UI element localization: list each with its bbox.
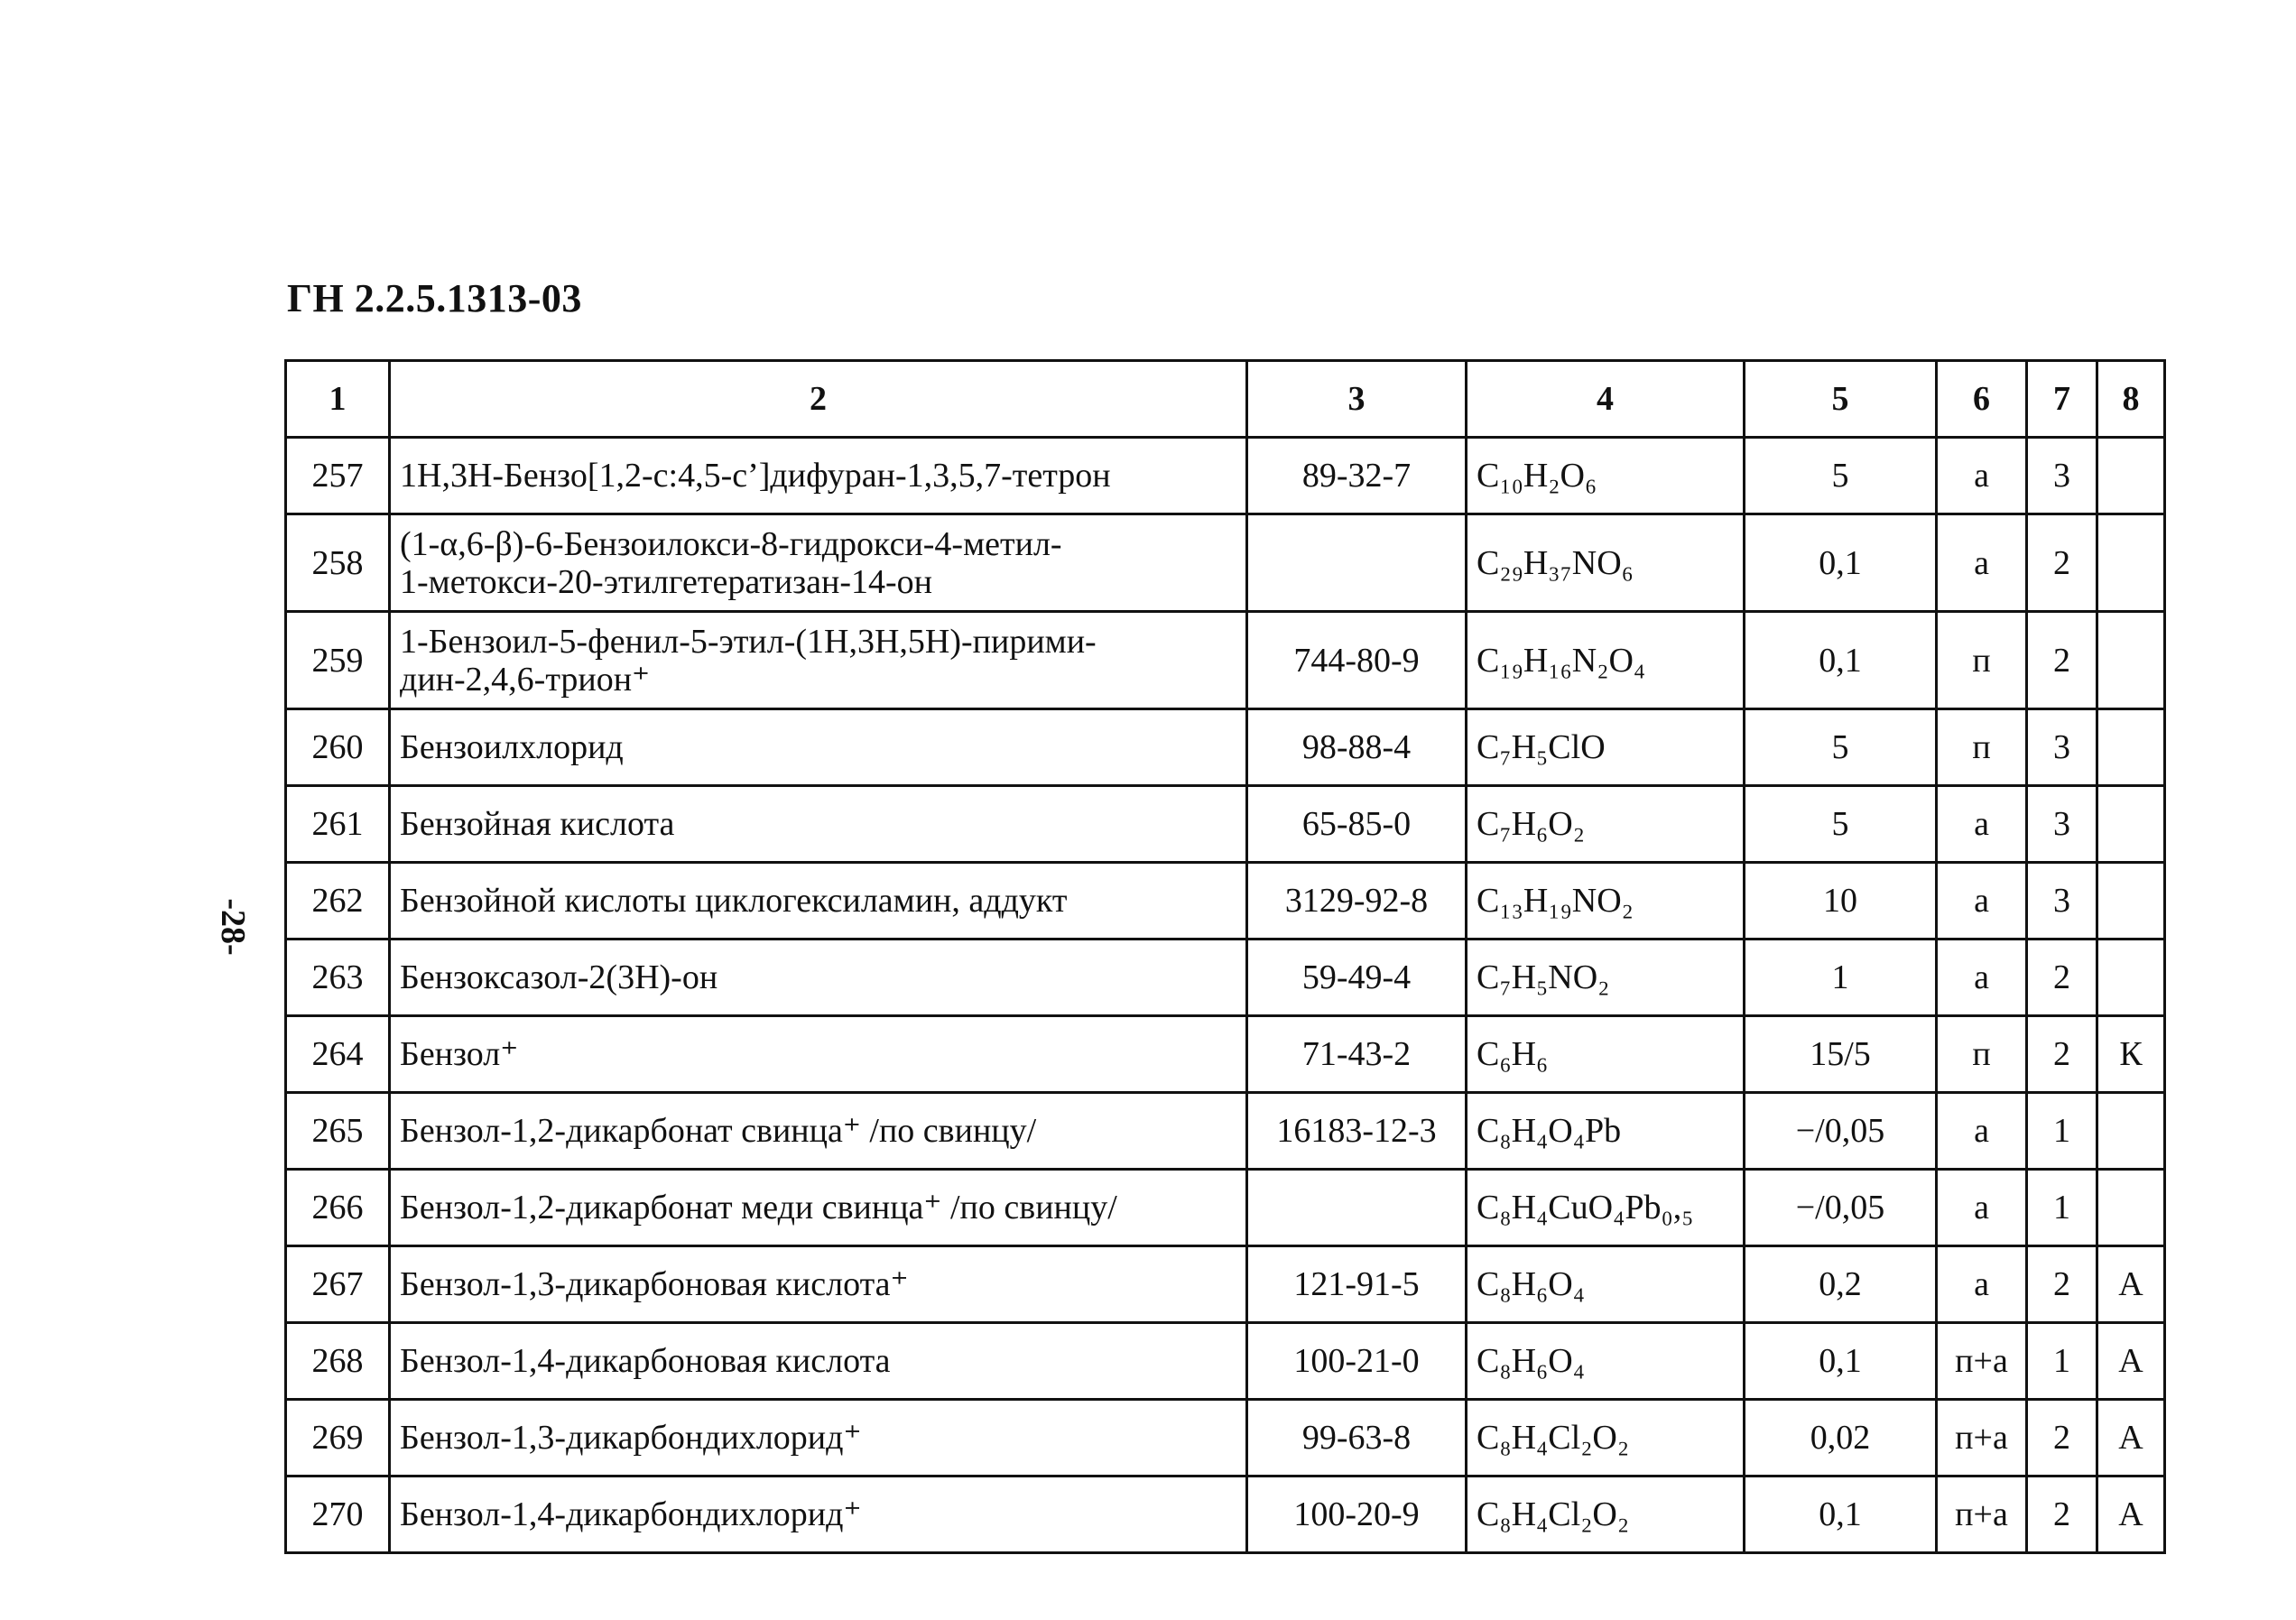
limit-value: 5 (1745, 438, 1937, 514)
hazard-class: 2 (2027, 940, 2097, 1016)
row-number: 267 (286, 1246, 390, 1323)
cas-number: 16183-12-3 (1247, 1093, 1467, 1170)
aggregate-state: п+а (1937, 1323, 2027, 1400)
aggregate-state: а (1937, 940, 2027, 1016)
table-row (286, 940, 2165, 1016)
chemical-formula: C₇H₅ClO (1467, 709, 1745, 786)
limit-value: 1 (1745, 940, 1937, 1016)
row-number: 268 (286, 1323, 390, 1400)
substance-name-line: дин-2,4,6-трион⁺ (400, 660, 651, 699)
cas-number: 71-43-2 (1247, 1016, 1467, 1093)
hazard-class: 2 (2027, 1246, 2097, 1323)
limit-value: 0,1 (1745, 514, 1937, 612)
limit-value: 15/5 (1745, 1016, 1937, 1093)
aggregate-state: а (1937, 1093, 2027, 1170)
substance-name-line: Бензол-1,4-дикарбондихлорид⁺ (400, 1495, 862, 1533)
substance-name (390, 1170, 1247, 1246)
hazard-class: 2 (2027, 612, 2097, 709)
table-row (286, 709, 2165, 786)
cas-number (1247, 514, 1467, 612)
table-row (286, 612, 2165, 709)
table-row (286, 1093, 2165, 1170)
substance-name-line: Бензоксазол-2(3Н)-он (400, 958, 718, 996)
cas-number: 100-21-0 (1247, 1323, 1467, 1400)
limit-value: 0,1 (1745, 1477, 1937, 1553)
substance-name-line: 1Н,3Н-Бензо[1,2-с:4,5-с’]дифуран-1,3,5,7-тетрон (400, 457, 1111, 495)
cas-number: 98-88-4 (1247, 709, 1467, 786)
substance-name (390, 1477, 1247, 1553)
hazard-class: 3 (2027, 438, 2097, 514)
table-row (286, 1246, 2165, 1323)
cas-number (1247, 1170, 1467, 1246)
cas-number: 121-91-5 (1247, 1246, 1467, 1323)
cas-number: 99-63-8 (1247, 1400, 1467, 1477)
table-row (286, 1016, 2165, 1093)
aggregate-state: а (1937, 438, 2027, 514)
aggregate-state: п (1937, 1016, 2027, 1093)
row-number: 257 (286, 438, 390, 514)
table-row (286, 514, 2165, 612)
chemical-formula: C₈H₄Cl₂O₂ (1467, 1400, 1745, 1477)
substance-name (390, 940, 1247, 1016)
substance-name-line: Бензойной кислоты циклогексиламин, аддукт (400, 882, 1068, 920)
limit-value: 5 (1745, 709, 1937, 786)
aggregate-state: а (1937, 863, 2027, 940)
substance-name-line: Бензол-1,3-дикарбондихлорид⁺ (400, 1419, 862, 1457)
limit-value: 0,1 (1745, 1323, 1937, 1400)
chemical-formula: C₂₉H₃₇NO₆ (1467, 514, 1745, 612)
aggregate-state: а (1937, 786, 2027, 863)
hazard-class: 3 (2027, 863, 2097, 940)
aggregate-state: п+а (1937, 1400, 2027, 1477)
substance-name (390, 1246, 1247, 1323)
limit-value: −/0,05 (1745, 1093, 1937, 1170)
substance-name (390, 514, 1247, 612)
special-note: А (2097, 1246, 2165, 1323)
substance-name (390, 1016, 1247, 1093)
table-row (286, 1323, 2165, 1400)
hazard-class: 1 (2027, 1323, 2097, 1400)
substance-name (390, 1093, 1247, 1170)
chemical-formula: C₁₉H₁₆N₂O₄ (1467, 612, 1745, 709)
column-header: 5 (1745, 361, 1937, 438)
aggregate-state: а (1937, 1246, 2027, 1323)
row-number: 258 (286, 514, 390, 612)
column-header: 1 (286, 361, 390, 438)
substance-name-line: Бензол-1,2-дикарбонат свинца⁺ /по свинцу/ (400, 1112, 1037, 1150)
chemical-formula: C₈H₄Cl₂O₂ (1467, 1477, 1745, 1553)
page-number: -28- (214, 898, 252, 956)
chemical-formula: C₁₀H₂O₆ (1467, 438, 1745, 514)
row-number: 263 (286, 940, 390, 1016)
table-row (286, 438, 2165, 514)
special-note: А (2097, 1323, 2165, 1400)
substance-name (390, 1400, 1247, 1477)
column-header: 3 (1247, 361, 1467, 438)
hazard-class: 3 (2027, 786, 2097, 863)
substance-name (390, 709, 1247, 786)
special-note (2097, 940, 2165, 1016)
special-note: А (2097, 1400, 2165, 1477)
cas-number: 744-80-9 (1247, 612, 1467, 709)
cas-number: 59-49-4 (1247, 940, 1467, 1016)
limit-value: 5 (1745, 786, 1937, 863)
special-note (2097, 709, 2165, 786)
substance-name (390, 786, 1247, 863)
special-note (2097, 438, 2165, 514)
row-number: 264 (286, 1016, 390, 1093)
hazard-class: 1 (2027, 1093, 2097, 1170)
limit-value: 0,1 (1745, 612, 1937, 709)
aggregate-state: п+а (1937, 1477, 2027, 1553)
cas-number: 89-32-7 (1247, 438, 1467, 514)
hazard-class: 2 (2027, 514, 2097, 612)
table-row (286, 1170, 2165, 1246)
row-number: 259 (286, 612, 390, 709)
substance-name-line: (1-α,6-β)-6-Бензоилокси-8-гидрокси-4-метил- (400, 524, 1062, 563)
row-number: 270 (286, 1477, 390, 1553)
substance-name-line: Бензол-1,3-дикарбоновая кислота⁺ (400, 1265, 909, 1303)
hazard-class: 2 (2027, 1477, 2097, 1553)
cas-number: 65-85-0 (1247, 786, 1467, 863)
aggregate-state: п (1937, 612, 2027, 709)
row-number: 262 (286, 863, 390, 940)
limit-value: 10 (1745, 863, 1937, 940)
special-note (2097, 1093, 2165, 1170)
substance-name (390, 863, 1247, 940)
substance-name-line: 1-метокси-20-этилгетератизан-14-он (400, 562, 933, 601)
substance-name (390, 438, 1247, 514)
substance-name-line: Бензойная кислота (400, 805, 675, 843)
column-header: 2 (390, 361, 1247, 438)
substance-name-line: Бензоилхлорид (400, 728, 624, 766)
table-header-row (286, 361, 2165, 438)
special-note: А (2097, 1477, 2165, 1553)
cas-number: 100-20-9 (1247, 1477, 1467, 1553)
hazard-class: 1 (2027, 1170, 2097, 1246)
limit-value: 0,2 (1745, 1246, 1937, 1323)
chemical-formula: C₈H₄CuO₄Pb₀,₅ (1467, 1170, 1745, 1246)
column-header: 6 (1937, 361, 2027, 438)
column-header: 7 (2027, 361, 2097, 438)
special-note (2097, 612, 2165, 709)
substance-name-line: Бензол⁺ (400, 1035, 519, 1073)
hazard-class: 2 (2027, 1400, 2097, 1477)
column-header: 4 (1467, 361, 1745, 438)
table-row (286, 786, 2165, 863)
row-number: 261 (286, 786, 390, 863)
chemical-formula: C₈H₄O₄Pb (1467, 1093, 1745, 1170)
special-note (2097, 514, 2165, 612)
special-note (2097, 786, 2165, 863)
aggregate-state: п (1937, 709, 2027, 786)
chemical-formula: C₁₃H₁₉NO₂ (1467, 863, 1745, 940)
substance-name-line: Бензол-1,4-дикарбоновая кислота (400, 1342, 891, 1380)
substances-table (284, 359, 2166, 1554)
special-note (2097, 1170, 2165, 1246)
table-row (286, 1400, 2165, 1477)
row-number: 269 (286, 1400, 390, 1477)
table-row (286, 1477, 2165, 1553)
limit-value: 0,02 (1745, 1400, 1937, 1477)
row-number: 265 (286, 1093, 390, 1170)
document-header: ГН 2.2.5.1313-03 (287, 276, 582, 320)
special-note: К (2097, 1016, 2165, 1093)
table-row (286, 863, 2165, 940)
chemical-formula: C₈H₆O₄ (1467, 1246, 1745, 1323)
cas-number: 3129-92-8 (1247, 863, 1467, 940)
substance-name (390, 1323, 1247, 1400)
aggregate-state: а (1937, 1170, 2027, 1246)
row-number: 260 (286, 709, 390, 786)
hazard-class: 3 (2027, 709, 2097, 786)
row-number: 266 (286, 1170, 390, 1246)
hazard-class: 2 (2027, 1016, 2097, 1093)
column-header: 8 (2097, 361, 2165, 438)
special-note (2097, 863, 2165, 940)
substance-name-line: Бензол-1,2-дикарбонат меди свинца⁺ /по свинцу/ (400, 1189, 1117, 1227)
limit-value: −/0,05 (1745, 1170, 1937, 1246)
chemical-formula: C₆H₆ (1467, 1016, 1745, 1093)
substance-name-line: 1-Бензоил-5-фенил-5-этил-(1Н,3Н,5Н)-пирими- (400, 622, 1097, 661)
chemical-formula: C₈H₆O₄ (1467, 1323, 1745, 1400)
aggregate-state: а (1937, 514, 2027, 612)
chemical-formula: C₇H₅NO₂ (1467, 940, 1745, 1016)
substance-name (390, 612, 1247, 709)
chemical-formula: C₇H₆O₂ (1467, 786, 1745, 863)
